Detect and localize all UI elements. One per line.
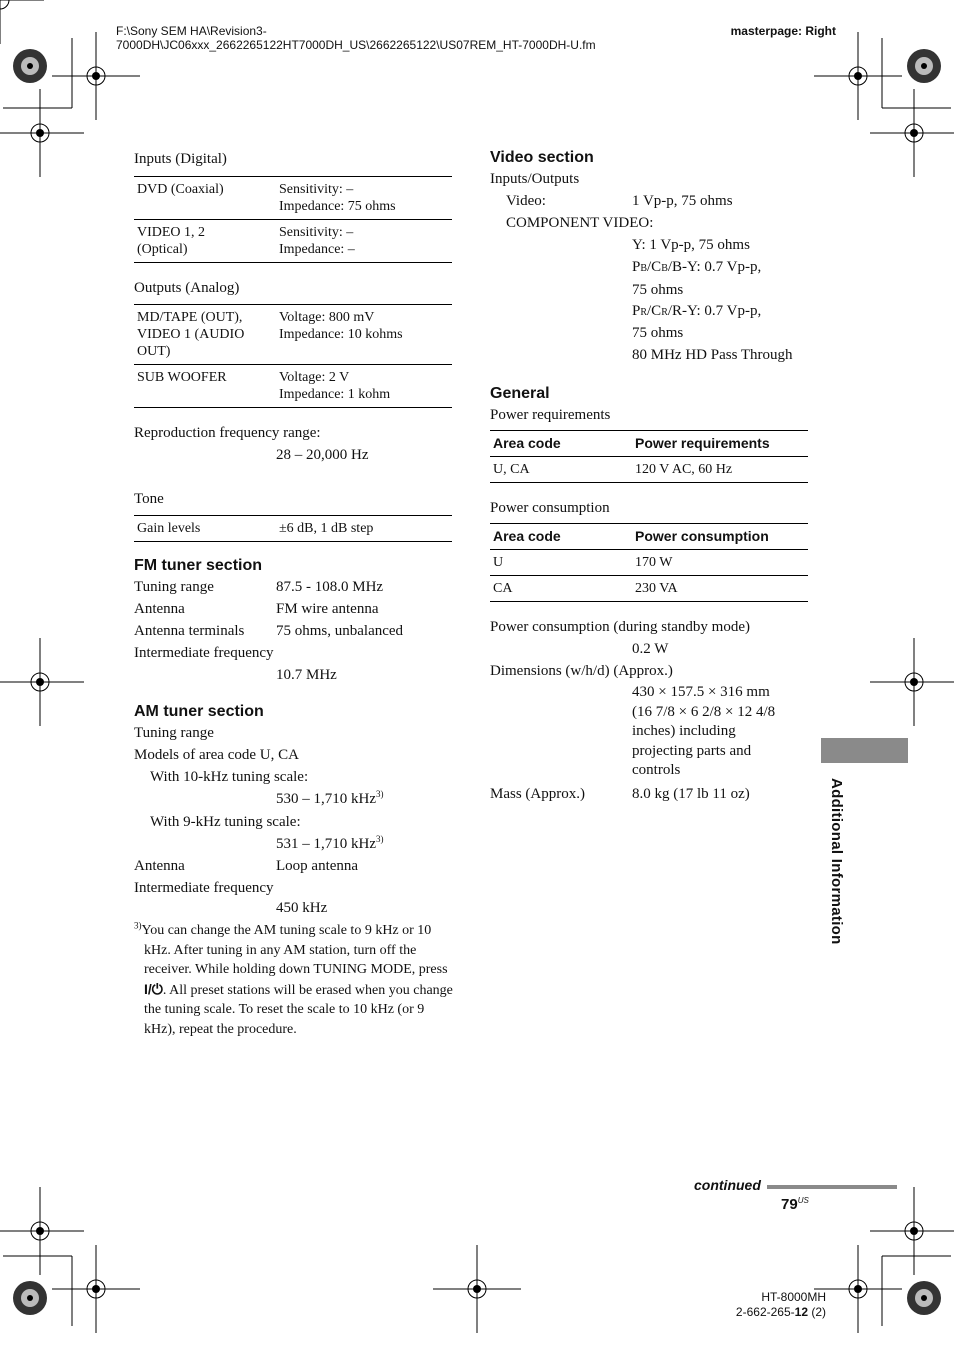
standby-label: Power consumption (during standby mode) [490,619,750,635]
outputs-analog-title: Outputs (Analog) [134,280,240,296]
video-io: Inputs/Outputs [490,171,580,187]
repro-label: Reproduction frequency range: [134,425,321,441]
am-scale9-value: 531 – 1,710 kHz$^{3)}$ [276,834,384,852]
component-pb: PB/CB/B-Y: 0.7 Vp-p, [632,259,762,275]
side-tab-label: Additional Information [828,778,845,945]
file-path [116,24,596,52]
table-row: DVD (Coaxial) Sensitivity: – Impedance: 75 ohms [134,177,452,220]
inputs-digital-title: Inputs (Digital) [134,151,227,167]
dimensions-value: 430 × 157.5 × 316 mm (16 7/8 × 6 2/8 × 12 4/8 inches) including projecting parts and controls [632,684,776,778]
am-scale10-value: 530 – 1,710 kHz$^{3)}$ [276,789,384,807]
component-pr-ohms: 75 ohms [632,325,684,341]
tone-table [134,515,452,542]
outputs-analog-table [134,304,452,408]
power-icon: I/⏻ [144,980,163,997]
page-number: $79^{US}$ [781,1196,809,1213]
component-pb-ohms: 75 ohms [632,282,684,298]
mass-row: Mass (Approx.) 8.0 kg (17 lb 11 oz) [490,785,750,802]
fm-terminals: Antenna terminals 75 ohms, unbalanced [134,623,404,639]
file-path-line-1: F:\Sony SEM HA\Revision3- [116,24,267,38]
right-column [490,148,810,805]
table-header-row: Area code Power consumption [490,524,808,550]
fm-section-title: FM tuner section [134,557,263,574]
inputs-digital-table [134,176,452,263]
masterpage-label: masterpage: Right [730,24,836,38]
fm-tuning-range: Tuning range 87.5 - 108.0 MHz [134,579,384,595]
continued-bar [767,1185,897,1189]
am-antenna: Antenna Loop antenna [134,858,359,874]
am-if-label: Intermediate frequency [134,880,274,896]
table-row: U 170 W [490,550,808,576]
dimensions-label: Dimensions (w/h/d) (Approx.) [490,663,673,679]
model-code: HT-8000MH 2-662-265-12 (2) [735,1290,826,1319]
table-row: Gain levels ±6 dB, 1 dB step [134,516,452,542]
continued-label: continued [694,1177,761,1193]
fm-if-value: 10.7 MHz [276,667,337,683]
am-tuning-range: Tuning range [134,725,214,741]
table-row: MD/TAPE (OUT), VIDEO 1 (AUDIO OUT) Voltage: 800 mV Impedance: 10 kohms [134,305,452,365]
table-header-row: Area code Power requirements [490,431,808,457]
repro-value: 28 – 20,000 Hz [276,447,369,463]
am-scale9-label: With 9-kHz tuning scale: [150,814,301,830]
video-section-title: Video section [490,149,594,166]
tone-title: Tone [134,491,164,507]
table-row: VIDEO 1, 2 (Optical) Sensitivity: – Impedance: – [134,220,452,263]
table-row: SUB WOOFER Voltage: 2 V Impedance: 1 kohm [134,365,452,408]
power-cons-table [490,523,808,602]
power-req-table [490,430,808,483]
fm-if-label: Intermediate frequency [134,645,274,661]
power-req-label: Power requirements [490,407,611,423]
component-video-label: COMPONENT VIDEO: [506,215,654,231]
power-cons-label: Power consumption [490,500,610,516]
component-pr: PR/CR/R-Y: 0.7 Vp-p, [632,303,762,319]
hd-pass-through: 80 MHz HD Pass Through [632,347,793,363]
table-row: U, CA 120 V AC, 60 Hz [490,457,808,483]
side-tab-marker [821,738,908,763]
am-if-value: 450 kHz [276,900,328,916]
am-section-title: AM tuner section [134,703,264,720]
left-column [134,148,454,1039]
file-path-line-2: 7000DH\JC06xxx_2662265122HT7000DH_US\2662265122\US07REM_HT-7000DH-U.fm [116,38,596,52]
standby-value: 0.2 W [632,641,669,657]
component-y: Y: 1 Vp-p, 75 ohms [632,237,750,253]
table-row: CA 230 VA [490,576,808,602]
am-models: Models of area code U, CA [134,747,299,763]
footnote: $^{3)}$You can change the AM tuning scale to 9 kHz or 10 kHz. After tuning in any AM station, turn off the receiver. While holding down TUNING MODE, press I/⏻. All preset stations will be erased when you change the tuning scale. To reset the scale to 10 kHz (or 9 kHz), repeat the procedure. [134,920,453,1037]
fm-antenna: Antenna FM wire antenna [134,601,379,617]
am-scale10-label: With 10-kHz tuning scale: [150,769,309,785]
video-row: Video: 1 Vp-p, 75 ohms [506,193,733,209]
general-section-title: General [490,385,550,402]
